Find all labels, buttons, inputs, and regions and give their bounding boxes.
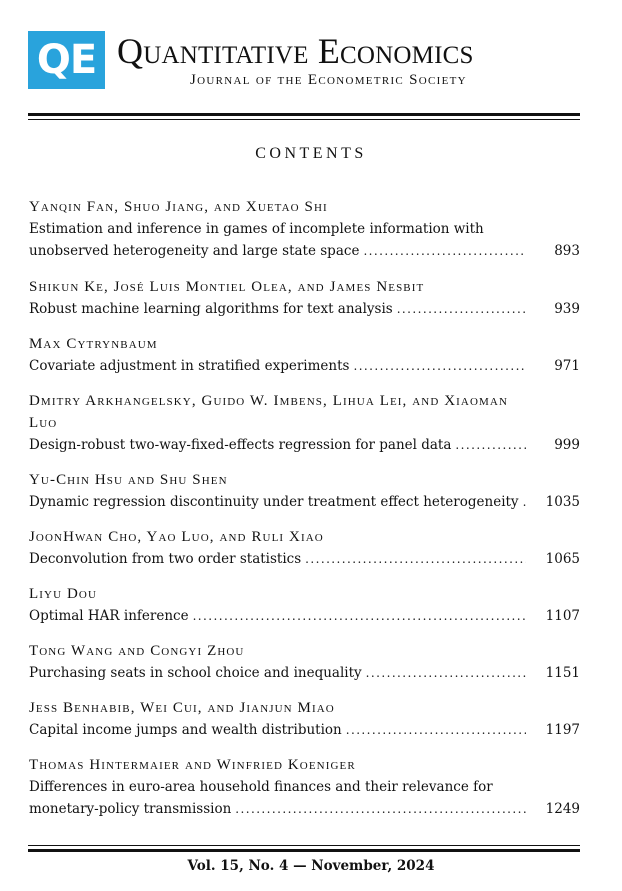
- toc-entry[interactable]: [29, 697, 580, 741]
- toc-authors: Yanqin Fan, Shuo Jiang, and Xuetao Shi: [29, 199, 328, 215]
- toc-entry[interactable]: [29, 469, 580, 513]
- toc-authors: Shikun Ke, José Luis Montiel Olea, and James Nesbit: [29, 279, 425, 295]
- journal-subtitle: Journal of the Econometric Society: [190, 72, 467, 88]
- toc-page-number: 1249: [545, 801, 580, 817]
- toc-title-text: Dynamic regression discontinuity under treatment effect heterogeneity: [29, 494, 519, 510]
- toc-entry[interactable]: [29, 526, 580, 570]
- toc-page-number: 1151: [545, 665, 580, 681]
- toc-title-line: [29, 776, 580, 798]
- toc-title-line: [29, 240, 580, 262]
- toc-title-line: [29, 298, 580, 320]
- toc-title-line: [29, 218, 580, 240]
- toc-title-line: [29, 605, 580, 627]
- toc-entry[interactable]: [29, 196, 580, 262]
- toc-page-number: 1107: [545, 608, 580, 624]
- toc-page-number: 893: [554, 243, 580, 259]
- toc-title-text: Deconvolution from two order statistics: [29, 551, 302, 567]
- toc-authors: Jess Benhabib, Wei Cui, and Jianjun Miao: [29, 700, 335, 716]
- toc-authors: JoonHwan Cho, Yao Luo, and Ruli Xiao: [29, 529, 324, 545]
- toc-authors: Max Cytrynbaum: [29, 336, 158, 352]
- toc-title-text: Robust machine learning algorithms for text analysis: [29, 301, 393, 317]
- contents-heading: CONTENTS: [255, 145, 367, 162]
- toc-entry[interactable]: [29, 333, 580, 377]
- toc-title-text: Purchasing seats in school choice and inequality: [29, 665, 362, 681]
- dot-leader: [305, 548, 526, 570]
- toc-title-line: [29, 434, 580, 456]
- footer-rule-thin: [28, 845, 580, 846]
- dot-leader: [193, 605, 526, 627]
- toc-title-text: Optimal HAR inference: [29, 608, 189, 624]
- table-of-contents: [29, 183, 580, 820]
- toc-authors: Liyu Dou: [29, 586, 97, 602]
- toc-title-text: Differences in euro-area household finances and their relevance for: [29, 779, 493, 795]
- toc-title-line: [29, 798, 580, 820]
- toc-title-text: Capital income jumps and wealth distribution: [29, 722, 342, 738]
- toc-entry[interactable]: [29, 390, 580, 456]
- toc-page-number: 1197: [545, 722, 580, 738]
- toc-title-line: [29, 548, 580, 570]
- toc-page-number: 1035: [545, 494, 580, 510]
- toc-title-line: [29, 719, 580, 741]
- toc-title-line: [29, 491, 580, 513]
- toc-page-number: 1065: [545, 551, 580, 567]
- toc-authors: Dmitry Arkhangelsky, Guido W. Imbens, Lihua Lei, and Xiaoman Luo: [29, 393, 508, 431]
- dot-leader: [363, 240, 526, 262]
- toc-title-text: monetary-policy transmission: [29, 801, 232, 817]
- toc-title-line: [29, 355, 580, 377]
- header-rule-thick: [28, 113, 580, 116]
- toc-title-text: Design-robust two-way-fixed-effects regression for panel data: [29, 437, 452, 453]
- toc-entry[interactable]: [29, 640, 580, 684]
- toc-authors: Yu-Chin Hsu and Shu Shen: [29, 472, 228, 488]
- journal-logo: [28, 31, 105, 89]
- toc-title-text: Covariate adjustment in stratified experiments: [29, 358, 350, 374]
- logo-text: QE: [36, 37, 97, 83]
- toc-page-number: 971: [554, 358, 580, 374]
- journal-title: Quantitative Economics: [117, 31, 474, 71]
- dot-leader: [523, 491, 526, 513]
- toc-title-line: [29, 662, 580, 684]
- toc-authors: Thomas Hintermaier and Winfried Koeniger: [29, 757, 356, 773]
- toc-page-number: 999: [554, 437, 580, 453]
- toc-authors: Tong Wang and Congyi Zhou: [29, 643, 245, 659]
- dot-leader: [346, 719, 526, 741]
- dot-leader: [235, 798, 526, 820]
- dot-leader: [397, 298, 526, 320]
- dot-leader: [455, 434, 526, 456]
- issue-info: Vol. 15, No. 4 — November, 2024: [187, 858, 435, 874]
- header-rule-thin: [28, 119, 580, 120]
- dot-leader: [353, 355, 526, 377]
- toc-page-number: 939: [554, 301, 580, 317]
- dot-leader: [366, 662, 526, 684]
- toc-entry[interactable]: [29, 754, 580, 820]
- toc-title-text: Estimation and inference in games of incomplete information with: [29, 221, 484, 237]
- toc-entry[interactable]: [29, 583, 580, 627]
- footer-rule-thick: [28, 849, 580, 852]
- toc-title-text: unobserved heterogeneity and large state space: [29, 243, 360, 259]
- toc-entry[interactable]: [29, 276, 580, 320]
